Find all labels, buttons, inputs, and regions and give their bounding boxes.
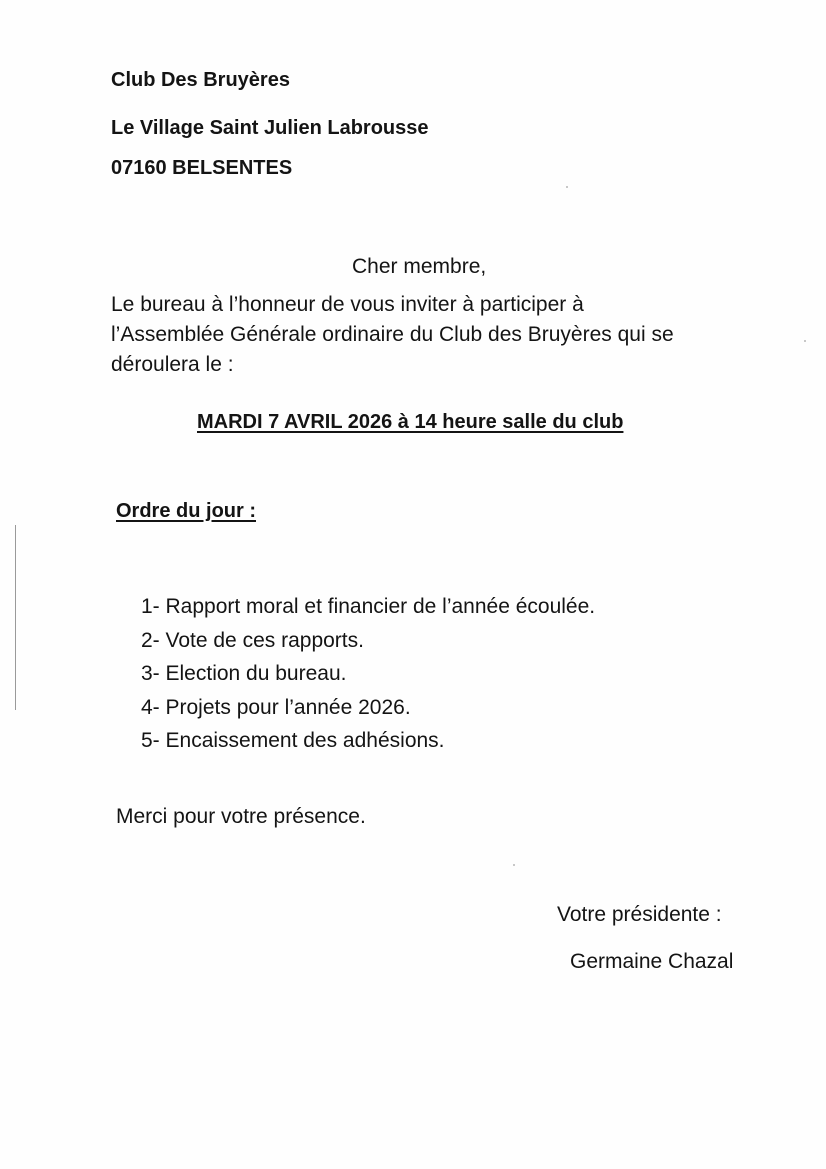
agenda-item: 2- Vote de ces rapports. xyxy=(141,628,364,652)
agenda-title: Ordre du jour : xyxy=(116,500,256,522)
signature-role: Votre présidente : xyxy=(557,903,722,926)
salutation: Cher membre, xyxy=(352,255,487,278)
intro-line: Le bureau à l’honneur de vous inviter à participer à xyxy=(111,293,584,316)
agenda-list xyxy=(141,590,595,758)
intro-line: l’Assemblée Générale ordinaire du Club des Bruyères qui se xyxy=(111,323,674,346)
scan-speck xyxy=(513,864,515,866)
meeting-date-line: MARDI 7 AVRIL 2026 à 14 heure salle du club xyxy=(197,411,624,433)
agenda-item: 3- Election du bureau. xyxy=(141,662,347,685)
sender-name: Club Des Bruyères xyxy=(111,69,290,91)
scan-edge-line xyxy=(15,525,16,710)
agenda-item: 4- Projets pour l’année 2026. xyxy=(141,695,411,719)
intro-line: déroulera le : xyxy=(111,353,234,376)
signature-name: Germaine Chazal xyxy=(570,950,734,973)
closing-text: Merci pour votre présence. xyxy=(116,805,366,828)
scan-speck xyxy=(566,186,568,188)
agenda-item: 5- Encaissement des adhésions. xyxy=(141,729,445,752)
sender-address: Le Village Saint Julien Labrousse xyxy=(111,117,429,139)
scan-speck xyxy=(804,340,806,342)
sender-postal-city: 07160 BELSENTES xyxy=(111,157,293,179)
agenda-item: 1- Rapport moral et financier de l’année écoulée. xyxy=(141,595,596,618)
intro-paragraph xyxy=(111,290,674,380)
